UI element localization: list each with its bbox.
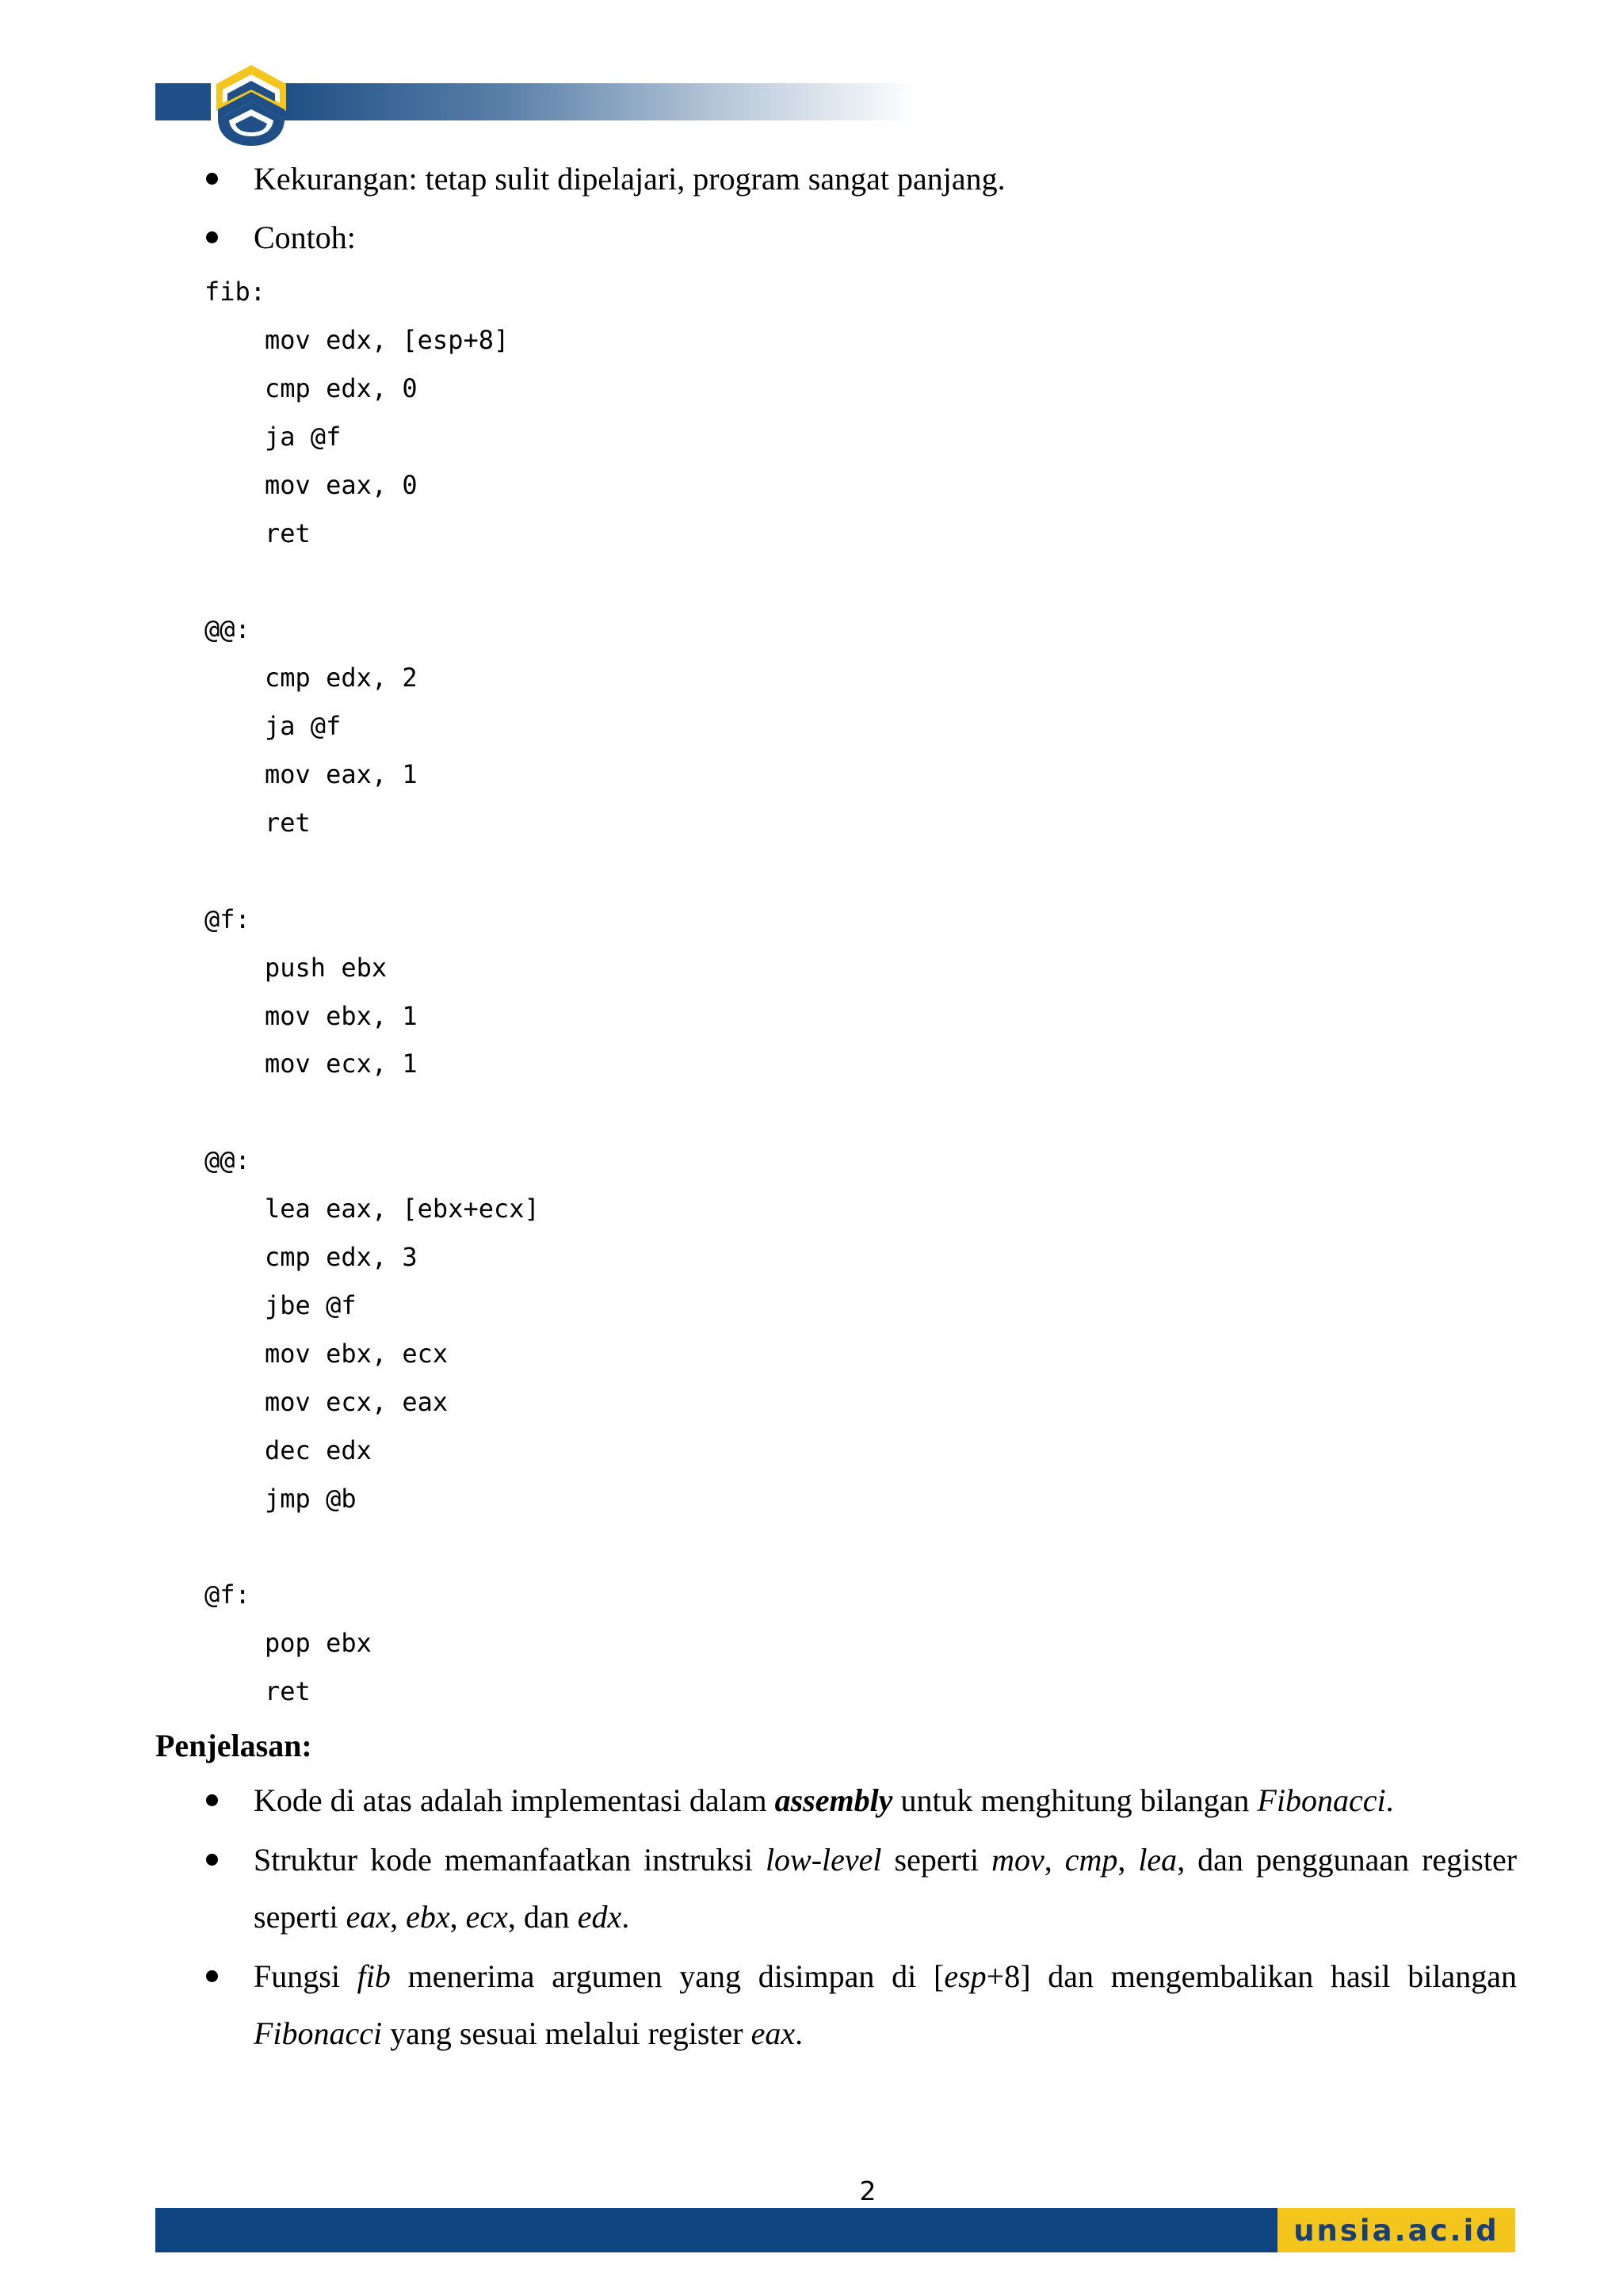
code-label: @f: xyxy=(204,1580,250,1610)
code-instruction: ja @f xyxy=(265,422,342,452)
italic-term: esp xyxy=(944,1958,987,1994)
bullet-dot-icon xyxy=(206,1854,218,1866)
code-instruction: dec edx xyxy=(265,1435,372,1465)
code-instruction: mov edx, [esp+8] xyxy=(265,325,510,355)
code-instruction: lea eax, [ebx+ecx] xyxy=(265,1194,540,1224)
text-run: Fungsi xyxy=(254,1958,357,1994)
text-run: seperti xyxy=(881,1842,992,1878)
italic-term: ecx xyxy=(465,1899,508,1935)
footer-website[interactable]: unsia.ac.id xyxy=(1277,2208,1515,2252)
italic-term: eax xyxy=(346,1899,391,1935)
code-label: fib: xyxy=(204,277,266,307)
italic-term: lea xyxy=(1138,1842,1178,1878)
code-instruction: ret xyxy=(265,808,311,838)
text-run: , xyxy=(390,1899,407,1935)
page-number: 2 xyxy=(859,2176,876,2206)
text-run: , xyxy=(1044,1842,1065,1878)
italic-term: Fibonacci xyxy=(1257,1782,1386,1818)
section-heading: Penjelasan: xyxy=(155,1728,312,1763)
header-gradient-bar xyxy=(284,83,918,120)
code-instruction: cmp edx, 3 xyxy=(265,1242,418,1272)
code-instruction: jmp @b xyxy=(265,1484,357,1514)
italic-term: mov xyxy=(991,1842,1044,1878)
code-instruction: pop ebx xyxy=(265,1628,372,1658)
code-instruction: mov ecx, eax xyxy=(265,1387,449,1417)
code-instruction: ja @f xyxy=(265,711,342,741)
code-instruction: mov ebx, 1 xyxy=(265,1001,418,1031)
bullet-dot-icon xyxy=(206,173,218,185)
intro-bullet-text: Contoh: xyxy=(254,220,356,255)
italic-term: eax xyxy=(750,2015,796,2051)
code-instruction: push ebx xyxy=(265,953,388,983)
code-instruction: mov ebx, ecx xyxy=(265,1339,449,1369)
code-label: @f: xyxy=(204,904,250,934)
explanation-bullet-text xyxy=(254,1832,1517,1946)
code-instruction: mov eax, 1 xyxy=(265,759,418,789)
text-run: , dan penggunaan register seperti xyxy=(254,1842,1518,1935)
code-instruction: mov ecx, 1 xyxy=(265,1049,418,1079)
code-instruction: mov eax, 0 xyxy=(265,470,418,500)
bullet-dot-icon xyxy=(206,1970,218,1982)
italic-term: Fibonacci xyxy=(254,2015,383,2051)
text-run: menerima argumen yang disimpan di [ xyxy=(390,1958,945,1994)
italic-term: ebx xyxy=(406,1899,450,1935)
italic-term: low-level xyxy=(765,1842,882,1878)
text-run: Kode di atas adalah implementasi dalam xyxy=(254,1782,775,1818)
university-logo-icon xyxy=(211,62,292,149)
header-left-block xyxy=(155,83,211,120)
intro-bullet-text: Kekurangan: tetap sulit dipelajari, program sangat panjang. xyxy=(254,161,1006,197)
italic-term: fib xyxy=(357,1958,391,1994)
code-label: @@: xyxy=(204,1145,250,1175)
code-instruction: ret xyxy=(265,518,311,548)
text-run: , xyxy=(449,1899,466,1935)
italic-term: edx xyxy=(577,1899,622,1935)
code-instruction: cmp edx, 0 xyxy=(265,373,418,403)
text-run: yang sesuai melalui register xyxy=(382,2015,751,2051)
italic-term: cmp xyxy=(1064,1842,1118,1878)
code-instruction: ret xyxy=(265,1676,311,1706)
text-run: , dan xyxy=(507,1899,578,1935)
bullet-dot-icon xyxy=(206,1794,218,1806)
text-run: , xyxy=(1117,1842,1139,1878)
explanation-bullet-text xyxy=(254,1948,1517,2062)
code-instruction: jbe @f xyxy=(265,1290,357,1320)
text-run: Struktur kode memanfaatkan instruksi xyxy=(254,1842,766,1878)
explanation-bullet-text xyxy=(254,1772,1517,1829)
footer-bar xyxy=(155,2208,1277,2252)
bold-italic-term: assembly xyxy=(774,1782,893,1818)
text-run: . xyxy=(1385,1782,1394,1818)
text-run: +8] dan mengembalikan hasil bilangan xyxy=(986,1958,1517,1994)
text-run: . xyxy=(795,2015,804,2051)
text-run: . xyxy=(621,1899,630,1935)
code-label: @@: xyxy=(204,614,250,644)
code-instruction: cmp edx, 2 xyxy=(265,663,418,693)
text-run: untuk menghitung bilangan xyxy=(892,1782,1258,1818)
bullet-dot-icon xyxy=(206,231,218,243)
